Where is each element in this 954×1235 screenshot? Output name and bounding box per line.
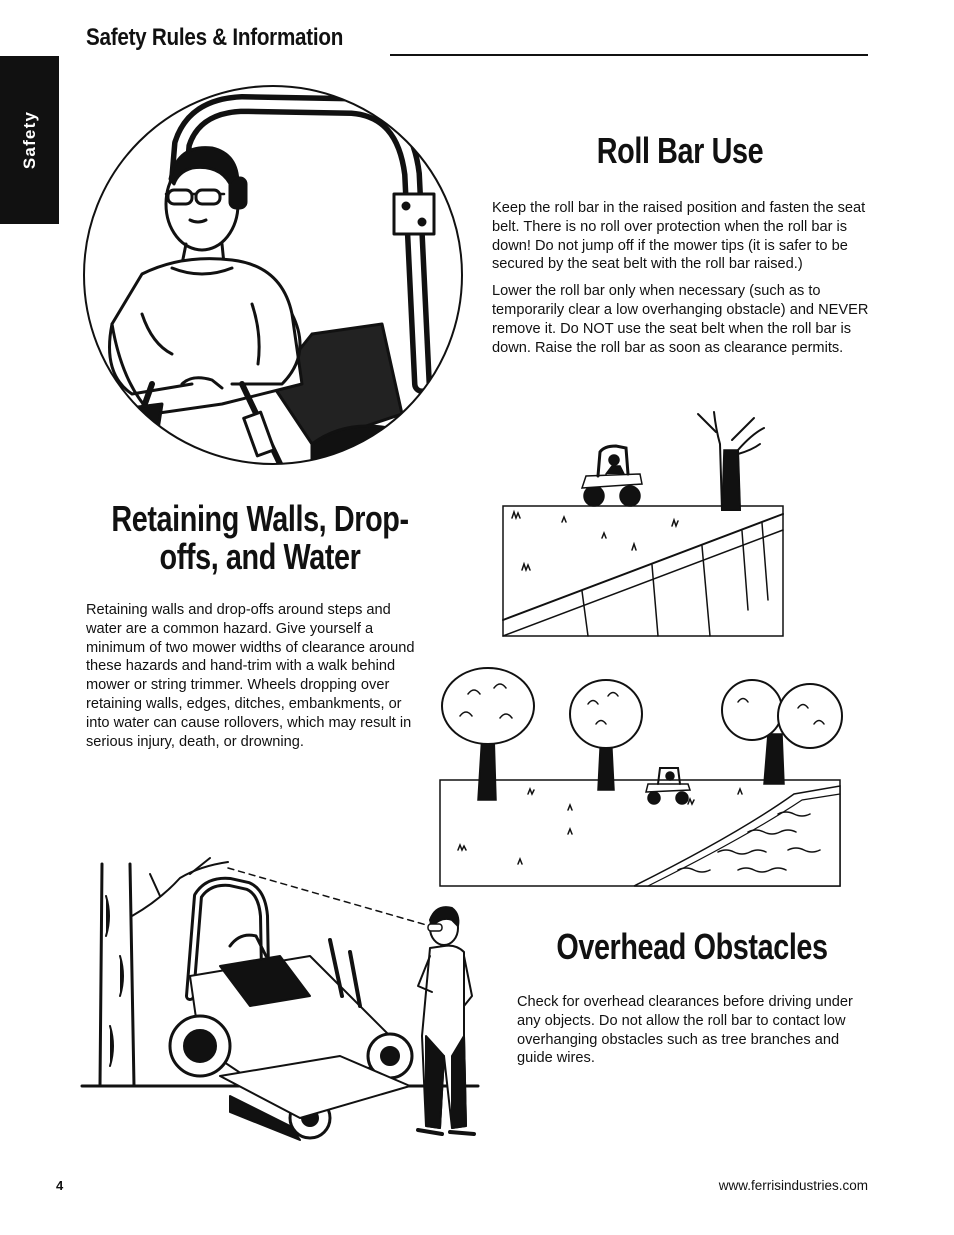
side-tab [0, 56, 59, 224]
retaining-wall-illustration [502, 410, 788, 640]
overhead-obstacles-text [517, 993, 862, 1076]
retaining-walls-title: Retaining Walls, Drop-offs, and Water [111, 498, 409, 577]
website-url: www.ferrisindustries.com [718, 1178, 868, 1193]
side-tab-label: Safety [19, 110, 39, 170]
page-number: 4 [56, 1178, 64, 1193]
water-hazard-illustration [438, 664, 844, 890]
roll-bar-title: Roll Bar Use [596, 130, 764, 171]
roll-bar-text [492, 199, 876, 365]
retaining-walls-text [86, 601, 426, 759]
overhead-obstacles-title: Overhead Obstacles [556, 926, 828, 967]
header-title: Safety Rules & Information [86, 24, 344, 51]
overhead-obstacle-illustration [80, 856, 480, 1146]
header-rule [390, 54, 868, 56]
overhead-obstacles-paragraph: Check for overhead clearances before driving under any objects. Do not allow the roll bar to contact low overhanging obstacles such as tree branches and guide wires. [517, 994, 853, 1067]
roll-bar-operator-illustration [82, 84, 466, 468]
retaining-walls-paragraph: Retaining walls and drop-offs around steps and water are a common hazard. Give yourself a minimum of two mower widths of clearance around these hazards and hand-trim with a walk behind mower or string trimmer. Wheels dropping over retaining walls, edges, ditches, embankments, or into water can cause rollovers, which may result in serious injury, death, or drowning. [86, 602, 415, 750]
roll-bar-paragraph-2: Lower the roll bar only when necessary (such as to temporarily clear a low overhanging obstacle) and NEVER remove it. Do NOT use the seat belt when the roll bar is down. Raise the roll bar as soon as clearance permits. [492, 283, 869, 356]
roll-bar-paragraph-1: Keep the roll bar in the raised position and fasten the seat belt. There is no roll over protection when the roll bar is down! Do not jump off if the mower tips (it is safer to be secured by the seat belt with the roll bar raised.) [492, 200, 866, 273]
